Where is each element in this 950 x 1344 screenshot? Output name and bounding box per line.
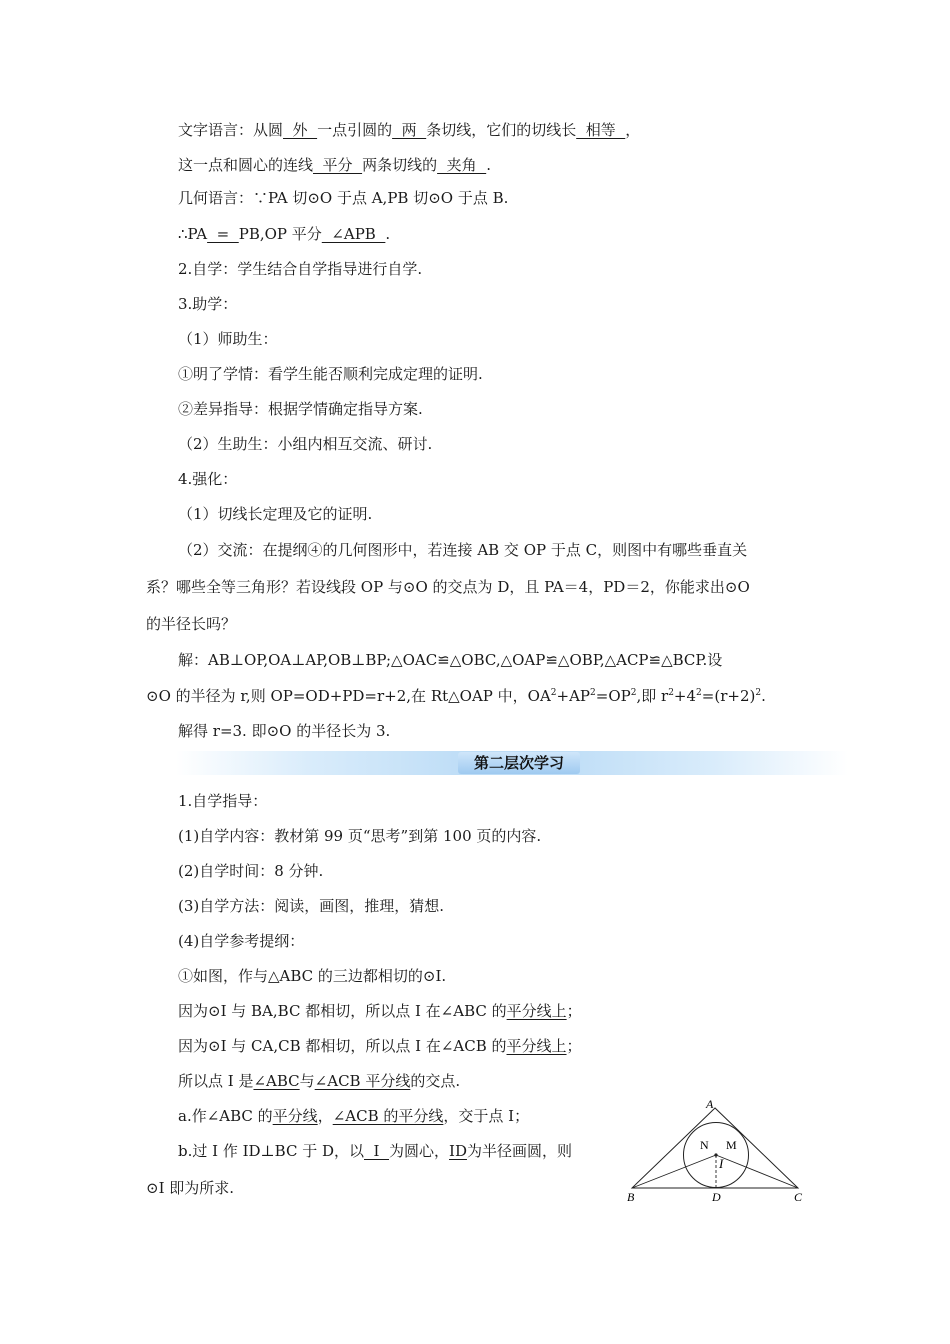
guide-outline: (4)自学参考提纲： [178,932,305,950]
text: 与 [299,1072,315,1090]
text: 两条切线的 [362,156,438,174]
strengthen-item-2-line-3: 的半径长吗？ [146,615,237,633]
label-n: N [700,1138,709,1152]
blank-answer: 夹角 [437,156,487,174]
outline-item-1: ①如图，作与△ABC 的三边都相切的⊙I. [178,967,447,985]
outline-step-b-end: ⊙I 即为所求. [146,1179,235,1197]
text: b.过 I 作 ID⊥BC 于 D，以 [178,1142,364,1160]
text: +4 [673,687,697,705]
text: ∴PA [178,225,208,243]
text: 一点引圆的 [317,121,393,139]
blank-answer: ∠APB [321,225,386,243]
self-study: 2.自学：学生结合自学指导进行自学. [178,260,423,278]
text: ； [566,1002,582,1020]
text-language-line-1 [178,120,640,140]
text: 条切线，它们的切线长 [426,121,577,139]
blank-answer: ∠ACB 平分线 [314,1072,411,1090]
strengthen-title: 4.强化： [178,470,238,488]
blank-answer: 平分 [313,156,363,174]
blank-answer: ∠ACB 的平分线 [332,1107,444,1125]
exponent: 2 [755,688,762,698]
strengthen-item-2-line-2: 系？哪些全等三角形？若设线段 OP 与⊙O 的交点为 D，且 PA＝4，PD＝2，你能求出⊙O [146,578,750,596]
blank-answer: ID [449,1142,467,1160]
incircle-diagram [622,1098,808,1206]
outline-step-a [178,1106,529,1126]
bisector-b [632,1155,716,1188]
text-language-line-2 [178,155,491,175]
text: ， [317,1107,333,1125]
help-item-1b: ②差异指导：根据学情确定指导方案. [178,400,423,418]
text: . [486,156,491,174]
blank-answer: 平分线 [272,1107,318,1125]
text: =OP [595,687,631,705]
blank-answer: 两 [392,121,427,139]
text: 所以点 I 是 [178,1072,254,1090]
strengthen-item-1: （1）切线长定理及它的证明. [178,505,373,523]
label-m: M [726,1138,737,1152]
text: 的交点. [410,1072,461,1090]
triangle-abc [632,1108,798,1188]
strengthen-item-2-line-1: （2）交流：在提纲④的几何图形中，若连接 AB 交 OP 于点 C，则图中有哪些垂直关 [178,541,748,559]
incircle-figure [622,1098,808,1206]
blank-answer: ∠ABC [253,1072,300,1090]
text: ⊙O 的半径为 r,则 OP=OD+PD=r+2,在 Rt△OAP 中，OA [146,687,551,705]
help-item-1a: ①明了学情：看学生能否顺利完成定理的证明. [178,365,483,383]
label-b: B [627,1190,635,1204]
text: . [385,225,391,243]
exponent: 2 [590,688,596,698]
guide-title: 1.自学指导： [178,792,268,810]
label-i: I [719,1156,724,1171]
text: . [761,687,766,705]
blank-answer: 平分线上 [506,1037,567,1055]
blank-answer: I [364,1142,389,1160]
outline-step-b [178,1141,572,1161]
text: 因为⊙I 与 CA,CB 都相切，所以点 I 在∠ACB 的 [178,1037,507,1055]
exponent: 2 [668,688,674,698]
label-d: D [712,1190,721,1204]
text: 为半径画圆，则 [466,1142,572,1160]
section-banner-title: 第二层次学习 [458,752,580,774]
blank-answer: 外 [283,121,318,139]
center-point [714,1153,717,1156]
label-c: C [794,1190,803,1204]
blank-answer: 相等 [576,121,626,139]
text: 这一点和圆心的连线 [178,156,314,174]
blank-answer: = [207,225,239,243]
text: ,即 r [636,687,669,705]
text: +AP [556,687,591,705]
solution-line-2 [146,686,766,706]
help-title: 3.助学： [178,295,238,313]
bisector-c [716,1155,798,1188]
text: 文字语言：从圆 [178,121,284,139]
text: 因为⊙I 与 BA,BC 都相切，所以点 I 在∠ABC 的 [178,1002,507,1020]
text: PB,OP 平分 [238,225,322,243]
exponent: 2 [630,688,637,698]
outline-item-2 [178,1001,582,1021]
exponent: 2 [696,688,702,698]
text: ， [625,121,641,139]
help-item-1: （1）师助生： [178,330,278,348]
outline-item-4 [178,1071,460,1091]
geometry-language: 几何语言：∵PA 切⊙O 于点 A,PB 切⊙O 于点 B. [178,189,509,207]
guide-method: (3)自学方法：阅读，画图，推理，猜想. [178,897,445,915]
text: a.作∠ABC 的 [178,1107,273,1125]
guide-content: (1)自学内容：教材第 99 页“思考”到第 100 页的内容. [178,827,542,845]
label-a: A [706,1098,714,1111]
text: ，交于点 I； [443,1107,530,1125]
outline-item-3 [178,1036,582,1056]
geometry-conclusion [178,224,390,244]
solution-line-3: 解得 r=3. 即⊙O 的半径长为 3. [178,722,391,740]
text: 为圆心， [389,1142,450,1160]
solution-line-1: 解：AB⊥OP,OA⊥AP,OB⊥BP;△OAC≌△OBC,△OAP≌△OBP,△ACP≌△BCP.设 [178,651,723,669]
text: =(r+2) [701,687,756,705]
help-item-2: （2）生助生：小组内相互交流、研讨. [178,435,433,453]
guide-time: (2)自学时间：8 分钟. [178,862,324,880]
exponent: 2 [550,688,557,698]
text: ； [566,1037,582,1055]
blank-answer: 平分线上 [506,1002,567,1020]
